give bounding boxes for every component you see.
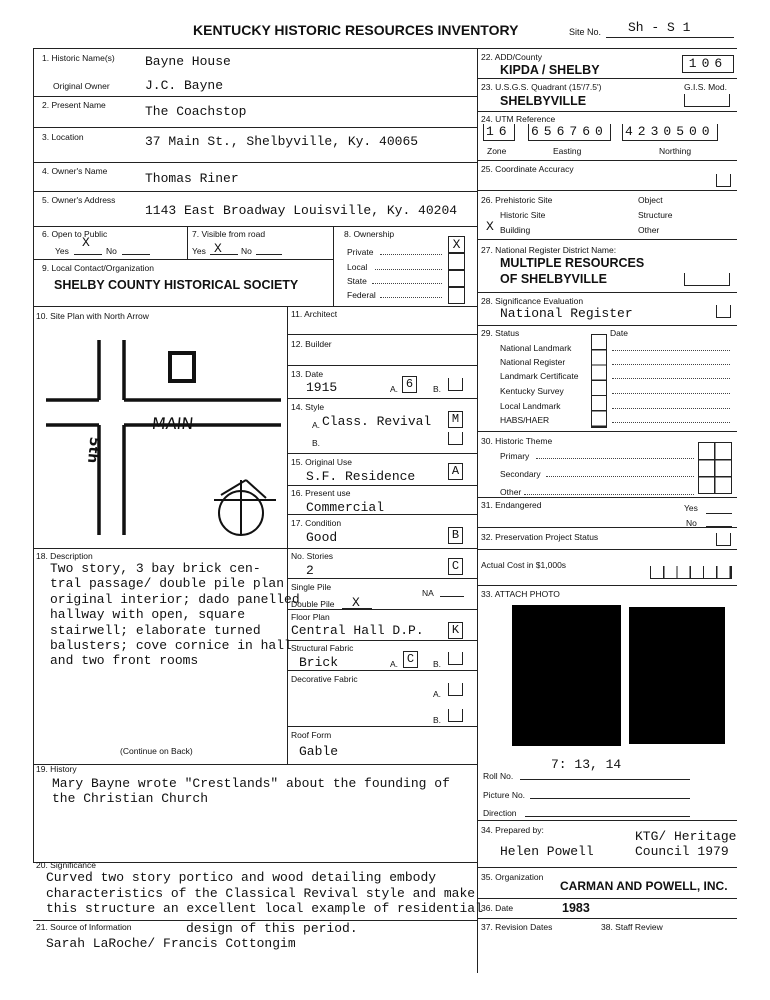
- style-value[interactable]: Class. Revival: [322, 414, 432, 429]
- visible-no-label: No: [241, 246, 252, 256]
- site-no-label: Site No.: [569, 27, 602, 37]
- style-a-label: A.: [312, 420, 321, 430]
- present-name-label: 2. Present Name: [42, 100, 106, 110]
- divider: [287, 578, 477, 579]
- theme-secondary: Secondary: [500, 469, 541, 479]
- site-plan-label: 10. Site Plan with North Arrow: [36, 311, 149, 321]
- status-date-line: [612, 422, 730, 423]
- prepared-by-org-2[interactable]: Council 1979: [635, 844, 729, 859]
- actual-cost-box[interactable]: [650, 566, 732, 579]
- divider: [477, 239, 737, 240]
- original-use-code[interactable]: A: [448, 463, 463, 480]
- owners-name-label: 4. Owner's Name: [42, 166, 108, 176]
- endangered-no: No: [686, 518, 697, 528]
- visible-from-road-label: 7. Visible from road: [192, 229, 266, 239]
- original-owner-value[interactable]: J.C. Bayne: [145, 78, 224, 93]
- divider: [287, 365, 477, 366]
- divider: [477, 527, 737, 528]
- prepared-by-org-1[interactable]: KTG/ Heritage: [635, 829, 737, 844]
- visible-yes-blank: [210, 254, 238, 255]
- style-a-box[interactable]: M: [448, 411, 463, 428]
- significance-line: Curved two story portico and wood detailing embody: [46, 870, 437, 885]
- status-date-line: [612, 378, 730, 379]
- divider: [287, 670, 477, 671]
- utm-reference-label: 24. UTM Reference: [481, 114, 556, 124]
- present-use-label: 16. Present use: [291, 488, 351, 498]
- location-value[interactable]: 37 Main St., Shelbyville, Ky. 40065: [145, 134, 419, 149]
- roof-form-label: Roof Form: [291, 730, 332, 740]
- building-label: Building: [500, 225, 531, 235]
- utm-zone[interactable]: 16: [483, 124, 515, 141]
- picture-no-label: Picture No.: [483, 790, 526, 800]
- owners-address-value[interactable]: 1143 East Broadway Louisville, Ky. 40204: [145, 203, 458, 218]
- source-label: 21. Source of Information: [36, 922, 132, 932]
- description-label: 18. Description: [36, 551, 93, 561]
- divider: [33, 306, 477, 307]
- picture-no-line: [530, 798, 690, 799]
- visible-yes-label: Yes: [192, 246, 206, 256]
- roof-form-value[interactable]: Gable: [299, 744, 339, 759]
- status-date-line: [612, 393, 730, 394]
- divider: [287, 453, 477, 454]
- original-use-value[interactable]: S.F. Residence: [306, 469, 416, 484]
- ownership-federal-box[interactable]: [448, 287, 465, 304]
- double-pile-blank: [342, 608, 372, 609]
- double-pile-label: Double Pile: [291, 599, 335, 609]
- owners-address-label: 5. Owner's Address: [42, 195, 116, 205]
- dotted-leader: [380, 254, 442, 255]
- history-line: the Christian Church: [52, 791, 209, 806]
- description-line: balusters; cove cornice in hall: [50, 638, 292, 653]
- roll-no-label: Roll No.: [483, 771, 514, 781]
- dotted-leader: [372, 283, 442, 284]
- na-label: NA: [422, 588, 434, 598]
- nr-district-value-2[interactable]: OF SHELBYVILLE: [500, 272, 607, 286]
- floor-plan-label: Floor Plan: [291, 612, 330, 622]
- status-national-landmark: National Landmark: [500, 343, 572, 353]
- date-b-box[interactable]: [448, 378, 463, 391]
- historic-name-label: 1. Historic Name(s): [42, 53, 115, 63]
- description-line: Two story, 3 bay brick cen-: [50, 561, 261, 576]
- historic-name-value[interactable]: Bayne House: [145, 54, 231, 69]
- site-no-value[interactable]: Sh - S 1: [628, 20, 691, 35]
- status-national-register: National Register: [500, 357, 566, 367]
- local-contact-value[interactable]: SHELBY COUNTY HISTORICAL SOCIETY: [54, 278, 299, 292]
- divider: [477, 111, 737, 112]
- single-pile-label: Single Pile: [291, 582, 332, 592]
- date-a-label: A.: [390, 384, 399, 394]
- divider: [33, 259, 333, 260]
- divider: [33, 96, 477, 97]
- date-b-label: B.: [433, 384, 442, 394]
- theme-line: [536, 458, 694, 459]
- status-landmark-certificate: Landmark Certificate: [500, 371, 579, 381]
- divider: [287, 640, 477, 641]
- other-label: Other: [638, 225, 660, 235]
- fabric-a-box[interactable]: C: [403, 651, 418, 668]
- status-kentucky-survey: Kentucky Survey: [500, 386, 564, 396]
- site-no-underline: [606, 37, 734, 38]
- endangered-yes: Yes: [684, 503, 698, 513]
- utm-northing-label: Northing: [659, 146, 692, 156]
- visible-yes-mark[interactable]: X: [214, 241, 222, 256]
- date-value[interactable]: 1915: [306, 380, 338, 395]
- organization-label: 35. Organization: [481, 872, 544, 882]
- owners-name-value[interactable]: Thomas Riner: [145, 171, 239, 186]
- endangered-label: 31. Endangered: [481, 500, 542, 510]
- decorative-fabric-label: Decorative Fabric: [291, 674, 358, 684]
- status-date-line: [612, 364, 730, 365]
- divider: [477, 431, 737, 432]
- date-a-box[interactable]: 6: [402, 376, 417, 393]
- theme-primary: Primary: [500, 451, 530, 461]
- north-arrow: [214, 480, 276, 535]
- theme-other: Other: [500, 487, 522, 497]
- fabric-b-label: B.: [433, 659, 442, 669]
- structural-fabric-label: Structural Fabric: [291, 643, 354, 653]
- preservation-status-box[interactable]: [716, 533, 731, 546]
- builder-label: 12. Builder: [291, 339, 332, 349]
- significance-line: characteristics of the Classical Revival style and make: [46, 886, 476, 901]
- stories-code[interactable]: C: [448, 558, 463, 575]
- attach-photo-label: 33. ATTACH PHOTO: [481, 589, 560, 599]
- utm-northing[interactable]: 4230500: [622, 124, 718, 141]
- deco-a-box[interactable]: [448, 683, 463, 696]
- add-county-value[interactable]: KIPDA / SHELBY: [500, 63, 600, 77]
- revision-dates-label: 37. Revision Dates: [481, 922, 553, 932]
- open-yes-mark[interactable]: X: [82, 235, 90, 250]
- fifth-street-label: 5th: [84, 436, 103, 464]
- style-label: 14. Style: [291, 402, 325, 412]
- present-use-value[interactable]: Commercial: [306, 500, 385, 515]
- description-line: and two front rooms: [50, 653, 199, 668]
- date-36-label: 36. Date: [481, 903, 514, 913]
- status-date-label: Date: [610, 328, 628, 338]
- gis-mod-box[interactable]: [684, 94, 730, 107]
- add-county-code[interactable]: 106: [682, 55, 734, 73]
- usgs-quadrant-label: 23. U.S.G.S. Quadrant (15'/7.5'): [481, 82, 602, 92]
- divider: [477, 325, 737, 326]
- deco-a-label: A.: [433, 689, 442, 699]
- object-label: Object: [638, 195, 663, 205]
- divider: [287, 334, 477, 335]
- divider: [33, 191, 477, 192]
- stories-label: No. Stories: [291, 551, 334, 561]
- ownership-state: State: [347, 276, 367, 286]
- condition-label: 17. Condition: [291, 518, 342, 528]
- history-label: 19. History: [36, 764, 77, 774]
- form-title: KENTUCKY HISTORIC RESOURCES INVENTORY: [193, 22, 519, 38]
- theme-line: [546, 476, 694, 477]
- organization-value[interactable]: CARMAN AND POWELL, INC.: [560, 879, 728, 893]
- building-mark[interactable]: X: [486, 219, 494, 234]
- divider: [287, 726, 477, 727]
- divider: [287, 398, 477, 399]
- historic-theme-label: 30. Historic Theme: [481, 436, 553, 446]
- na-blank: [440, 596, 464, 597]
- architect-label: 11. Architect: [291, 309, 338, 319]
- divider: [477, 78, 737, 79]
- divider: [287, 485, 477, 486]
- description-line: hallway with open, square: [50, 607, 246, 622]
- fabric-b-box[interactable]: [448, 652, 463, 665]
- deco-b-box[interactable]: [448, 709, 463, 722]
- significance-eval-value[interactable]: National Register: [500, 306, 633, 321]
- deco-b-label: B.: [433, 715, 442, 725]
- photo-redacted-left: [512, 605, 621, 746]
- divider: [477, 292, 737, 293]
- roll-numbers[interactable]: 7: 13, 14: [551, 757, 622, 772]
- visible-no-blank: [256, 254, 282, 255]
- significance-eval-label: 28. Significance Evaluation: [481, 296, 584, 306]
- condition-code[interactable]: B: [448, 527, 463, 544]
- divider: [477, 549, 737, 550]
- open-yes-blank: [74, 254, 102, 255]
- open-no-label: No: [106, 246, 117, 256]
- status-date-line: [612, 408, 730, 409]
- staff-review-label: 38. Staff Review: [601, 922, 663, 932]
- utm-zone-label: Zone: [487, 146, 507, 156]
- site-plan-sketch: [36, 320, 286, 550]
- dotted-leader: [380, 297, 442, 298]
- divider: [333, 226, 334, 306]
- nr-district-value-1[interactable]: MULTIPLE RESOURCES: [500, 256, 645, 270]
- endangered-no-blank: [706, 526, 732, 527]
- coordinate-accuracy-box[interactable]: [716, 174, 731, 187]
- floor-plan-value[interactable]: Central Hall D.P.: [291, 623, 424, 638]
- divider: [477, 820, 737, 821]
- divider: [187, 226, 188, 259]
- ownership-state-box[interactable]: [448, 270, 465, 287]
- divider: [287, 306, 288, 764]
- prehistoric-site-label: 26. Prehistoric Site: [481, 195, 553, 205]
- divider: [477, 497, 737, 498]
- divider: [477, 190, 737, 191]
- description-line: stairwell; elaborate turned: [50, 623, 261, 638]
- direction-line: [525, 816, 690, 817]
- structure-label: Structure: [638, 210, 673, 220]
- prepared-by-label: 34. Prepared by:: [481, 825, 544, 835]
- style-b-box[interactable]: [448, 432, 463, 445]
- description-line: tral passage/ double pile plan: [50, 576, 285, 591]
- utm-easting-label: Easting: [553, 146, 582, 156]
- gis-mod-label: G.I.S. Mod.: [684, 82, 727, 92]
- dotted-leader: [375, 269, 442, 270]
- divider: [33, 764, 477, 765]
- nr-district-box[interactable]: [684, 273, 730, 286]
- preservation-status-label: 32. Preservation Project Status: [481, 532, 599, 542]
- divider: [33, 127, 477, 128]
- status-habs-haer: HABS/HAER: [500, 415, 550, 425]
- ownership-federal: Federal: [347, 290, 376, 300]
- stories-value[interactable]: 2: [306, 563, 314, 578]
- endangered-yes-blank: [706, 513, 732, 514]
- coordinate-accuracy-label: 25. Coordinate Accuracy: [481, 164, 574, 174]
- photo-redacted-right: [629, 607, 725, 744]
- divider: [477, 898, 737, 899]
- open-to-public-label: 6. Open to Public: [42, 229, 108, 239]
- building-footprint: [170, 353, 194, 381]
- status-label: 29. Status: [481, 328, 520, 338]
- center-divider: [477, 48, 478, 973]
- significance-line: this structure an excellent local example of residential: [46, 901, 483, 916]
- direction-label: Direction: [483, 808, 517, 818]
- original-owner-label: Original Owner: [53, 81, 110, 91]
- fabric-a-label: A.: [390, 659, 399, 669]
- original-use-label: 15. Original Use: [291, 457, 352, 467]
- divider: [287, 609, 477, 610]
- ownership-local-box[interactable]: [448, 253, 465, 270]
- significance-line: design of this period.: [186, 921, 358, 936]
- street-lines: [46, 340, 281, 535]
- floor-plan-code[interactable]: K: [448, 622, 463, 639]
- open-yes-label: Yes: [55, 246, 69, 256]
- structural-fabric-value[interactable]: Brick: [299, 655, 339, 670]
- style-b-label: B.: [312, 438, 321, 448]
- date-label: 13. Date: [291, 369, 324, 379]
- divider: [33, 862, 477, 863]
- actual-cost-label: Actual Cost in $1,000s: [481, 560, 567, 570]
- utm-easting[interactable]: 656760: [528, 124, 611, 141]
- divider: [33, 226, 477, 227]
- source-value[interactable]: Sarah LaRoche/ Francis Cottongim: [46, 936, 296, 951]
- divider: [33, 162, 477, 163]
- ownership-private: Private: [347, 247, 374, 257]
- open-no-blank: [122, 254, 150, 255]
- description-line: original interior; dado panelled: [50, 592, 300, 607]
- historic-site-label: Historic Site: [500, 210, 546, 220]
- add-county-label: 22. ADD/County: [481, 52, 542, 62]
- status-local-landmark: Local Landmark: [500, 401, 561, 411]
- usgs-quadrant-value[interactable]: SHELBYVILLE: [500, 94, 587, 108]
- significance-eval-box[interactable]: [716, 305, 731, 318]
- divider: [477, 585, 737, 586]
- main-street-label: MAIN: [151, 414, 195, 433]
- divider: [477, 160, 737, 161]
- divider: [477, 867, 737, 868]
- double-pile-mark[interactable]: X: [352, 595, 360, 610]
- ownership-local: Local: [347, 262, 368, 272]
- location-label: 3. Location: [42, 132, 84, 142]
- divider: [477, 918, 737, 919]
- date-36-value[interactable]: 1983: [562, 901, 590, 915]
- status-date-line: [612, 350, 730, 351]
- present-name-value[interactable]: The Coachstop: [145, 104, 247, 119]
- condition-value[interactable]: Good: [306, 530, 338, 545]
- ownership-private-box[interactable]: X: [448, 236, 465, 253]
- continue-on-back: (Continue on Back): [120, 746, 193, 756]
- local-contact-label: 9. Local Contact/Organization: [42, 263, 154, 273]
- ownership-label: 8. Ownership: [344, 229, 395, 239]
- nr-district-label: 27. National Register District Name:: [481, 245, 617, 255]
- status-checkbox-column[interactable]: [591, 334, 607, 428]
- outer-top-border: [33, 48, 737, 49]
- outer-left-border: [33, 48, 34, 863]
- theme-line: [524, 494, 694, 495]
- prepared-by-name[interactable]: Helen Powell: [500, 844, 594, 859]
- roll-no-line: [520, 779, 690, 780]
- theme-grid[interactable]: [698, 442, 732, 494]
- significance-label: 20. Significance: [36, 860, 97, 870]
- history-line: Mary Bayne wrote "Crestlands" about the founding of: [52, 776, 450, 791]
